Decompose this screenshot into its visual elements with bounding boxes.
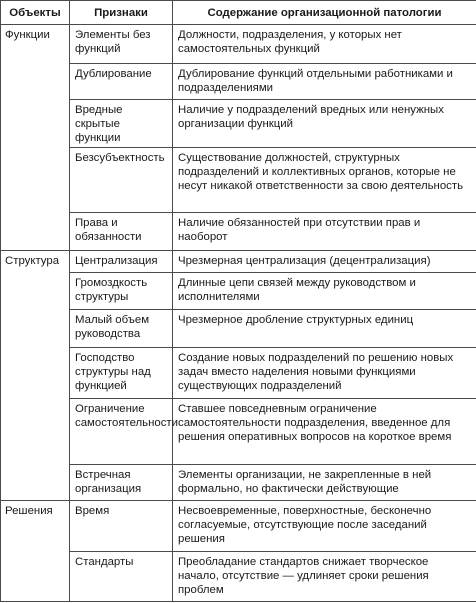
sign-cell: Дублирование (70, 64, 173, 100)
sign-cell: Господство структуры над функцией (70, 347, 173, 398)
sign-cell: Централизация (70, 251, 173, 273)
table-row (1, 213, 476, 251)
table-row (1, 251, 476, 273)
header-signs: Признаки (70, 1, 173, 25)
content-cell: Создание новых подразделений по решению новых задач вместо наделения новыми функциями существующих подразделений (173, 347, 476, 398)
header-content: Содержание организационной патологии (173, 1, 476, 25)
table-row (1, 464, 476, 500)
table-row (1, 347, 476, 398)
sign-cell: Малый объем руководства (70, 310, 173, 347)
content-cell: Несвоевременные, поверхностные, бесконечно согласуемые, отсутствующие после заседаний решения (173, 500, 476, 551)
table-row (1, 500, 476, 551)
content-cell: Ставшее повседневным ограничение самостоятельности подразделения, введенное для решения оперативных вопросов на короткое время (173, 398, 476, 464)
object-cell-functions: Функции (1, 25, 70, 251)
content-cell: Наличие обязанностей при отсутствии прав и наоборот (173, 213, 476, 251)
sign-cell: Безсубъектность (70, 148, 173, 213)
sign-cell: Стандарты (70, 551, 173, 601)
table-row (1, 100, 476, 148)
content-cell: Чрезмерная централизация (децентрализация) (173, 251, 476, 273)
sign-cell: Встречная организация (70, 464, 173, 500)
table-row (1, 148, 476, 213)
sign-cell: Громоздкость структуры (70, 273, 173, 310)
table-row (1, 25, 476, 64)
header-objects: Объекты (1, 1, 70, 25)
table-row (1, 398, 476, 464)
header-row (1, 1, 476, 25)
content-cell: Элементы организации, не закрепленные в ней формально, но фактически действующие (173, 464, 476, 500)
table-row (1, 64, 476, 100)
sign-cell: Права и обязанности (70, 213, 173, 251)
table-row (1, 310, 476, 347)
content-cell: Чрезмерное дробление структурных единиц (173, 310, 476, 347)
content-cell: Существование должностей, структурных подразделений и коллективных органов, которые не несут никакой ответственности за свою деятельность (173, 148, 476, 213)
table-row (1, 551, 476, 601)
content-cell: Длинные цепи связей между руководством и исполнителями (173, 273, 476, 310)
object-cell-decisions: Решения (1, 500, 70, 601)
object-cell-structure: Структура (1, 251, 70, 500)
content-cell: Дублирование функций отдельными работниками и подразделениями (173, 64, 476, 100)
sign-cell: Элементы без функций (70, 25, 173, 64)
content-cell: Преобладание стандартов снижает творческое начало, отсутствие — удлиняет сроки решения проблем (173, 551, 476, 601)
sign-cell: Вредные скрытые функции (70, 100, 173, 148)
content-cell: Наличие у подразделений вредных или ненужных организации функций (173, 100, 476, 148)
content-cell: Должности, подразделения, у которых нет самостоятельных функций (173, 25, 476, 64)
table-row (1, 273, 476, 310)
sign-cell: Время (70, 500, 173, 551)
sign-cell: Ограничение самостоятельности (70, 398, 173, 464)
